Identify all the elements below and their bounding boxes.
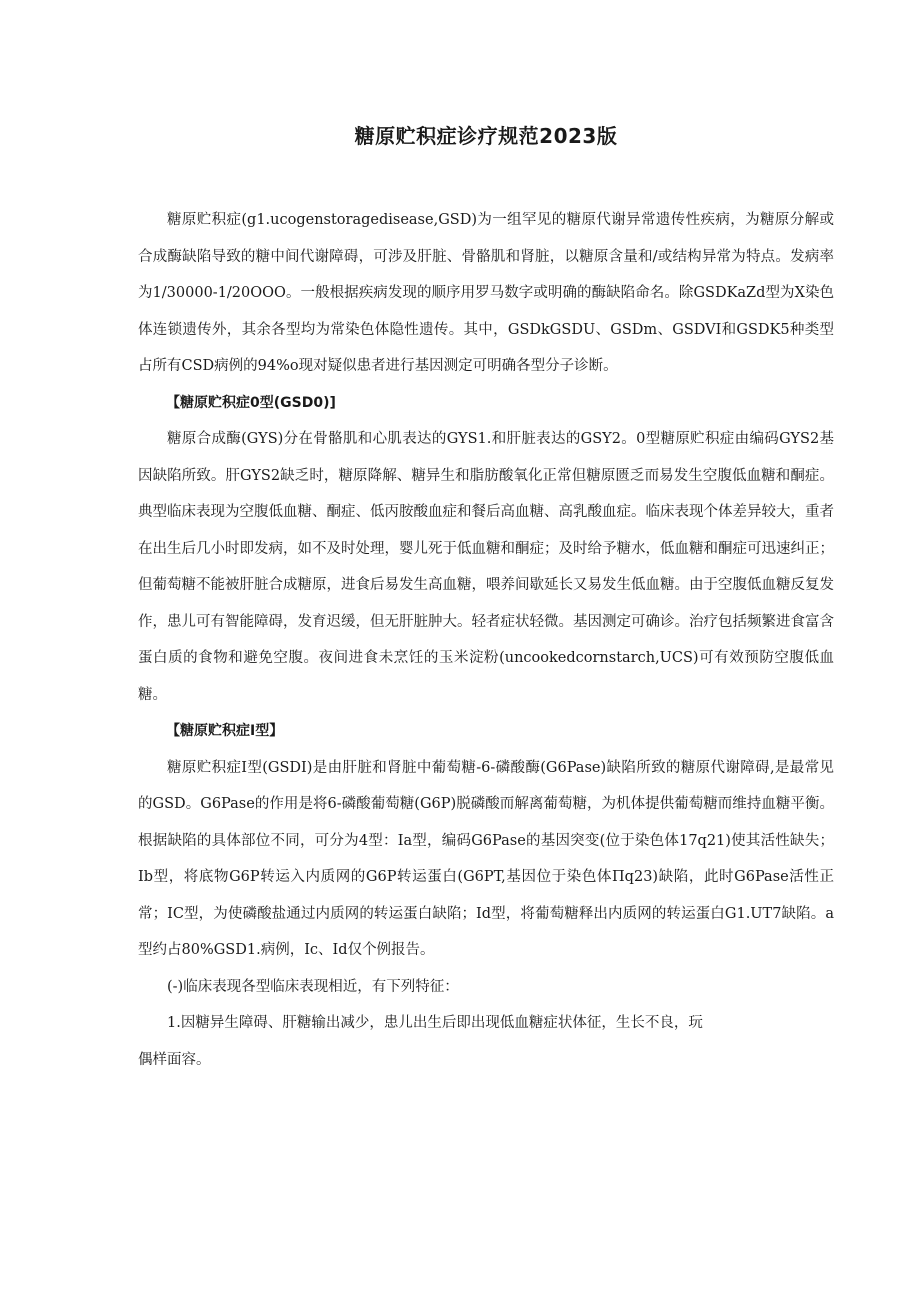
- clinical-features-heading: (-)临床表现各型临床表现相近，有下列特征：: [167, 978, 459, 995]
- section-heading-gsd0: 【糖原贮积症0型(GSD0)]: [166, 394, 336, 411]
- gsd1-paragraph: 糖原贮积症I型(GSDI)是由肝脏和肾脏中葡萄糖-6-磷酸酶(G6Pase)缺陷所致的糖原代谢障碍,是最常见的GSD。G6Pase的作用是将6-磷酸葡萄糖(G6P)脱磷酸而解离葡萄糖，为机体提供葡萄糖而维持血糖平衡。根据缺陷的具体部位不同，可分为4型：Ia型，编码G6Pase的基因突变(位于染色体17q21)使其活性缺失；Ib型，将底物G6P转运入内质网的G6P转运蛋白(G6PT,基因位于染色体Πq23)缺陷，此时G6Pase活性正常；IC型，为使磷酸盐通过内质网的转运蛋白缺陷；Id型，将葡萄糖释出内质网的转运蛋白G1.UT7缺陷。a型约占80%GSD1.病例，Ic、Id仅个例报告。: [138, 759, 834, 958]
- clinical-feature-item-1-continued: 偶样面容。: [138, 1051, 211, 1068]
- document-title: 糖原贮积症诊疗规范2023版: [354, 124, 618, 148]
- intro-paragraph: 糖原贮积症(g1.ucogenstoragedisease,GSD)为一组罕见的糖原代谢异常遗传性疾病，为糖原分解或合成酶缺陷导致的糖中间代谢障碍，可涉及肝脏、骨骼肌和肾脏，以糖原含量和/或结构异常为特点。发病率为1/30000-1/20OOO。一般根据疾病发现的顺序用罗马数字或明确的酶缺陷命名。除GSDKaZd型为X染色体连锁遗传外，其余各型均为常染色体隐性遗传。其中，GSDkGSDU、GSDm、GSDVI和GSDK5种类型占所有CSD病例的94%o现对疑似患者进行基因测定可明确各型分子诊断。: [138, 212, 834, 374]
- document-page: [138, 118, 834, 1078]
- gsd0-paragraph: 糖原合成酶(GYS)分在骨骼肌和心肌表达的GYS1.和肝脏表达的GSY2。0型糖原贮积症由编码GYS2基因缺陷所致。肝GYS2缺乏时，糖原降解、糖异生和脂肪酸氧化正常但糖原匮乏而易发生空腹低血糖和酮症。典型临床表现为空腹低血糖、酮症、低丙胺酸血症和餐后高血糖、高乳酸血症。临床表现个体差异较大，重者在出生后几小时即发病，如不及时处理，婴儿死于低血糖和酮症；及时给予糖水，低血糖和酮症可迅速纠正；但葡萄糖不能被肝脏合成糖原，进食后易发生高血糖，喂养间歇延长又易发生低血糖。由于空腹低血糖反复发作，患儿可有智能障碍，发育迟缓，但无肝脏肿大。轻者症状轻微。基因测定可确诊。治疗包括频繁进食富含蛋白质的食物和避免空腹。夜间进食未烹饪的玉米淀粉(uncookedcornstarch,UCS)可有效预防空腹低血糖。: [138, 431, 834, 703]
- clinical-feature-item-1: 1.因糖异生障碍、肝糖输出减少，患儿出生后即出现低血糖症状体征，生长不良，玩: [167, 1015, 703, 1031]
- section-heading-gsd1: 【糖原贮积症I型】: [166, 723, 284, 739]
